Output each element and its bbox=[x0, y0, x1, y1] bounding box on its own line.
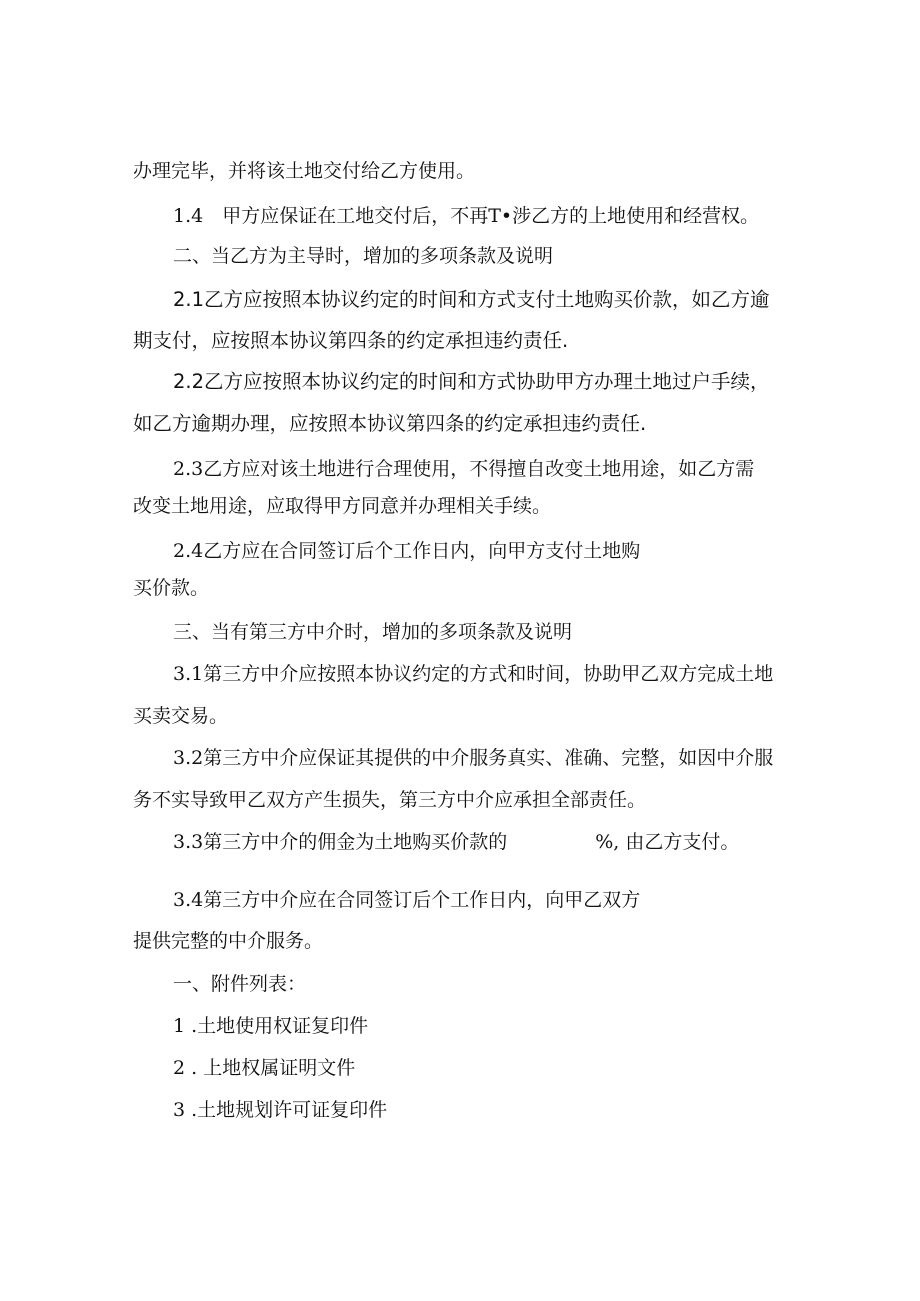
attachment-item-3: 3 .土地规划许可证复印件 bbox=[173, 1099, 388, 1121]
clause-3-3-tail: %, 由乙方支付。 bbox=[595, 831, 740, 853]
clause-3-2: 3.2第三方中介应保证其提供的中介服务真实、准确、完整，如因中介服 bbox=[173, 747, 774, 769]
clause-3-2-cont: 务不实导致甲乙双方产生损失，第三方中介应承担全部责任。 bbox=[133, 789, 647, 811]
clause-2-1-cont: 期支付，应按照本协议第四条的约定承担违约责任. bbox=[133, 329, 569, 352]
clause-2-4: 2.4乙方应在合同签订后个工作日内，向甲方支付土地购 bbox=[173, 540, 641, 562]
clause-3-3-text: 3.3第三方中介的佣金为土地购买价款的 bbox=[173, 831, 508, 853]
attachment-item-2: 2 . 上地权属证明文件 bbox=[173, 1057, 356, 1079]
attachments-heading: 一、附件列表： bbox=[173, 973, 307, 995]
clause-2-4-cont: 买价款。 bbox=[133, 577, 210, 599]
clause-3-4-cont: 提供完整的中介服务。 bbox=[133, 930, 324, 952]
clause-3-1-cont: 买卖交易。 bbox=[133, 705, 229, 727]
paragraph-line: 办理完毕，并将该土地交付给乙方使用。 bbox=[133, 160, 476, 182]
clause-2-3: 2.3乙方应对该土地进行合理使用，不得擅自改变土地用途，如乙方需 bbox=[173, 458, 755, 480]
clause-3-4: 3.4第三方中介应在合同签订后个工作日内，向甲乙双方 bbox=[173, 889, 641, 911]
section-heading-3: 三、当有第三方中介时，增加的多项条款及说明 bbox=[173, 621, 573, 643]
clause-3-3 bbox=[173, 829, 739, 855]
clause-2-2-cont: 如乙方逾期办理，应按照本协议第四条的约定承担违约责任. bbox=[133, 412, 647, 435]
clause-2-3-cont: 改变土地用途，应取得甲方同意并办理相关手续。 bbox=[133, 495, 552, 517]
clause-2-2: 2.2乙方应按照本协议约定的时间和方式协助甲方办理土地过户手续， bbox=[173, 370, 770, 393]
clause-3-1: 3.1第三方中介应按照本协议约定的方式和时间，协助甲乙双方完成土地 bbox=[173, 663, 774, 685]
clause-1-4: 1.4 甲方应保证在工地交付后，不再T•涉乙方的上地使用和经营权。 bbox=[173, 205, 760, 227]
clause-2-1: 2.1乙方应按照本协议约定的时间和方式支付土地购买价款，如乙方逾 bbox=[173, 288, 770, 311]
section-heading-2: 二、当乙方为主导时，增加的多项条款及说明 bbox=[173, 245, 554, 267]
attachment-item-1: 1 .土地使用权证复印件 bbox=[173, 1015, 369, 1037]
